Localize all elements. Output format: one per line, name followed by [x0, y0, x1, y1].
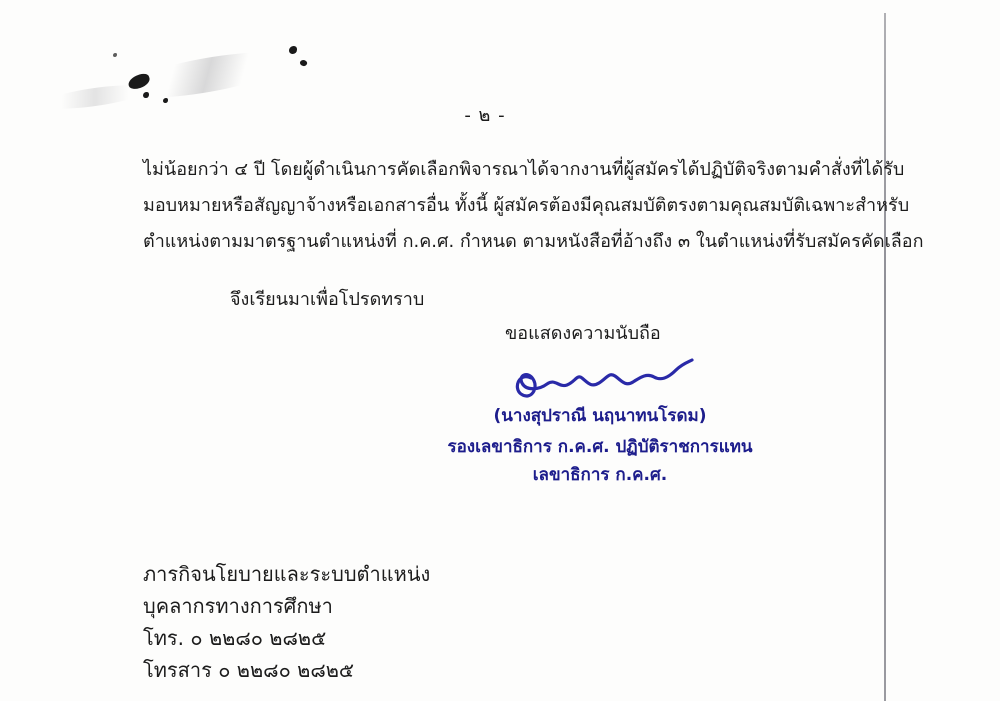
paragraph-line: ไม่น้อยกว่า ๔ ปี โดยผู้ดำเนินการคัดเลือกพิจารณาได้จากงานที่ผู้สมัครได้ปฏิบัติจริงตามคำสั่งที่ได้รับ	[143, 159, 905, 180]
signer-position-line2: เลขาธิการ ก.ค.ศ.	[532, 465, 668, 485]
paragraph-line: ตำแหน่งตามมาตรฐานตำแหน่งที่ ก.ค.ศ. กำหนด ตามหนังสือที่อ้างถึง ๓ ในตำแหน่งที่รับสมัครคัดเลือก	[143, 231, 924, 252]
salutation-line: ขอแสดงความนับถือ	[505, 323, 661, 344]
footer-phone: โทร. ๐ ๒๒๘๐ ๒๘๒๕	[143, 626, 327, 650]
footer-fax: โทรสาร ๐ ๒๒๘๐ ๒๘๒๕	[143, 658, 355, 682]
handwritten-signature-icon	[505, 350, 695, 406]
page-number: - ๒ -	[464, 105, 506, 126]
body-paragraph	[143, 152, 924, 260]
footer-contact-block	[143, 558, 430, 686]
scan-blob-artifact	[289, 46, 297, 54]
footer-department-line2: บุคลากรทางการศึกษา	[143, 594, 333, 618]
footer-department-line1: ภารกิจนโยบายและระบบตำแหน่ง	[143, 562, 431, 586]
signer-name: (นางสุปราณี นฤนาทนโรดม)	[493, 406, 707, 426]
paragraph-line: มอบหมายหรือสัญญาจ้างหรือเอกสารอื่น ทั้งนี้ ผู้สมัครต้องมีคุณสมบัติตรงตามคุณสมบัติเฉพาะสำหรับ	[143, 195, 910, 216]
signature-stroke	[505, 350, 695, 406]
signer-position-line1: รองเลขาธิการ ก.ค.ศ. ปฏิบัติราชการแทน	[447, 437, 753, 457]
scan-blob-artifact	[299, 59, 308, 68]
closing-line: จึงเรียนมาเพื่อโปรดทราบ	[230, 289, 425, 310]
scan-blob-artifact	[113, 53, 117, 57]
